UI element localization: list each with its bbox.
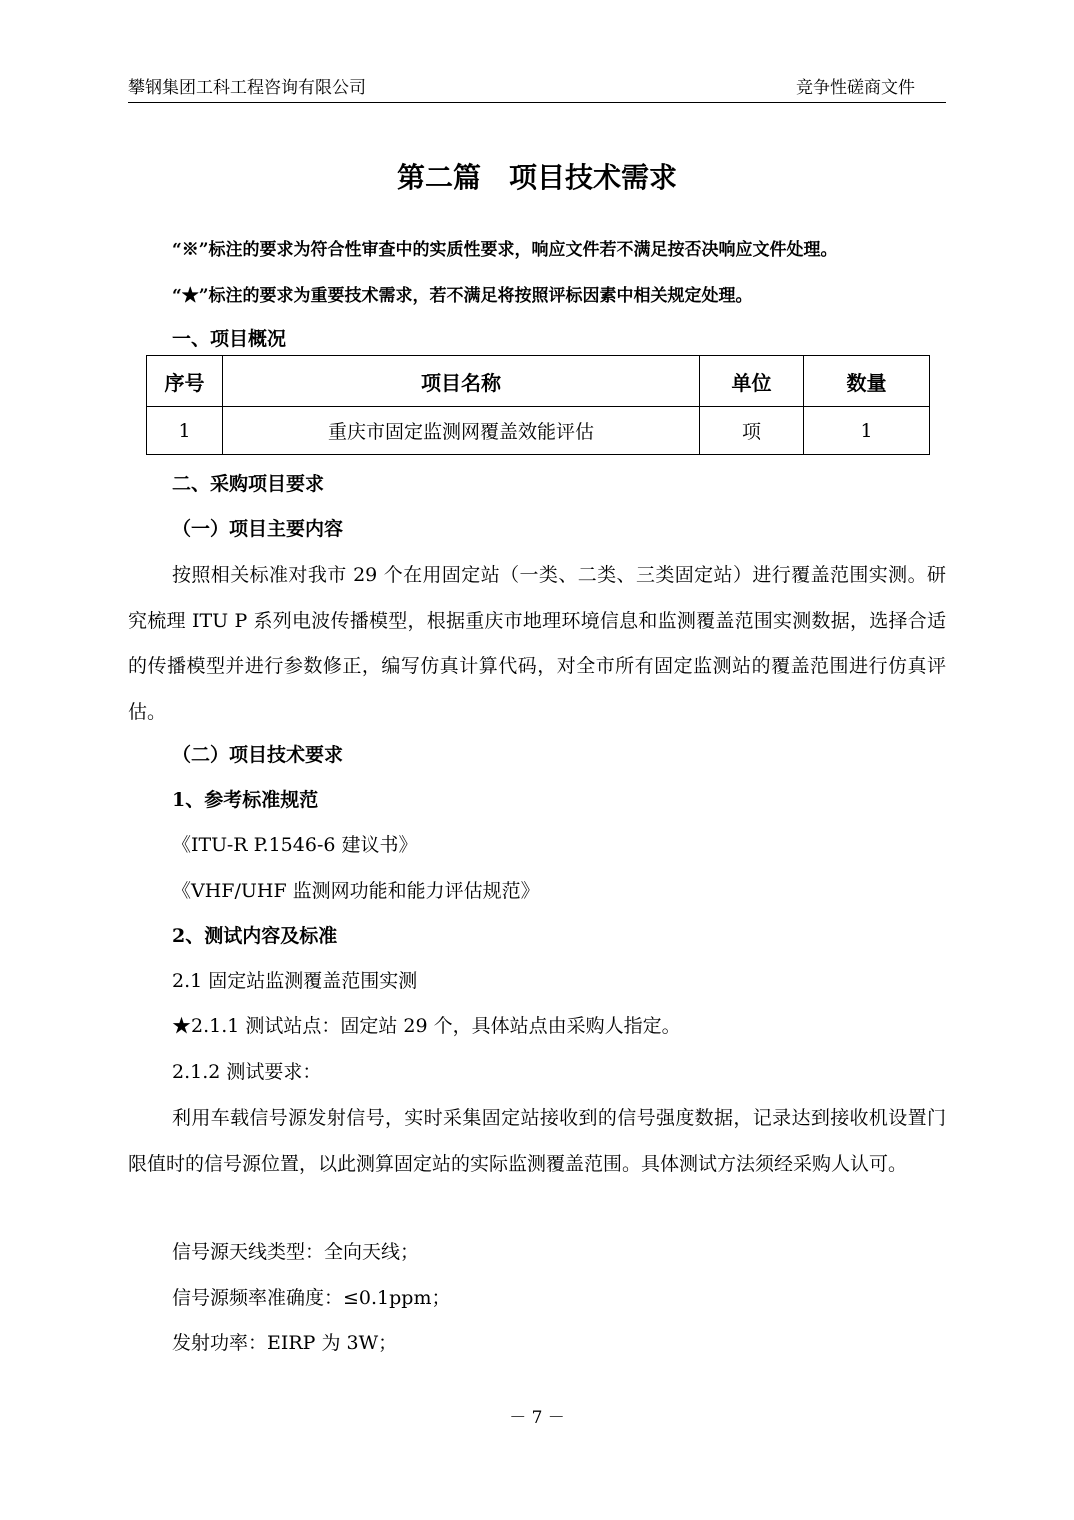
item-reference-standards: 1、参考标准规范 xyxy=(172,789,319,811)
cell-name: 重庆市固定监测网覆盖效能评估 xyxy=(223,407,700,455)
header-doc-type: 竞争性磋商文件 xyxy=(796,78,915,98)
section1-heading: 一、项目概况 xyxy=(172,328,287,350)
col-header-name: 项目名称 xyxy=(223,356,700,407)
overview-table xyxy=(146,355,930,455)
section-2-1-1: ★2.1.1 测试站点：固定站 29 个，具体站点由采购人指定。 xyxy=(172,1015,681,1037)
table-row xyxy=(147,407,930,455)
title-part: 第二篇 xyxy=(396,161,481,194)
standard-itu: 《ITU-R P.1546-6 建议书》 xyxy=(172,834,418,856)
cell-unit: 项 xyxy=(700,407,804,455)
col-header-qty: 数量 xyxy=(804,356,930,407)
page-title xyxy=(0,158,1074,198)
paragraph-test-requirements: 利用车载信号源发射信号，实时采集固定站接收到的信号强度数据，记录达到接收机设置门限值时的信号源位置，以此测算固定站的实际监测覆盖范围。具体测试方法须经采购人认可。 xyxy=(128,1107,946,1175)
cell-qty: 1 xyxy=(804,407,930,455)
section-2-1-2: 2.1.2 测试要求： xyxy=(172,1061,322,1083)
section2-heading: 二、采购项目要求 xyxy=(172,473,325,495)
item-test-content: 2、测试内容及标准 xyxy=(172,925,338,947)
section-2-1: 2.1 固定站监测覆盖范围实测 xyxy=(172,970,418,992)
table-header-row xyxy=(147,356,930,407)
spec-frequency-accuracy: 信号源频率准确度：≤0.1ppm； xyxy=(172,1287,451,1309)
cell-index: 1 xyxy=(147,407,223,455)
title-name: 项目技术需求 xyxy=(509,161,678,194)
standard-vhf-uhf: 《VHF/UHF 监测网功能和能力评估规范》 xyxy=(172,880,540,902)
sub-heading-tech-req: （二）项目技术要求 xyxy=(172,744,344,766)
header-rule xyxy=(128,102,946,103)
col-header-index: 序号 xyxy=(147,356,223,407)
spec-power: 发射功率：EIRP 为 3W； xyxy=(172,1332,398,1354)
col-header-unit: 单位 xyxy=(700,356,804,407)
spec-antenna: 信号源天线类型：全向天线； xyxy=(172,1241,420,1263)
note-mandatory: “※”标注的要求为符合性审查中的实质性要求，响应文件若不满足按否决响应文件处理。 xyxy=(172,240,838,260)
page-number: － 7 － xyxy=(509,1408,565,1428)
sub-heading-main-content: （一）项目主要内容 xyxy=(172,518,344,540)
paragraph-main-content: 按照相关标准对我市 29 个在用固定站（一类、二类、三类固定站）进行覆盖范围实测。研究梳理 ITU P 系列电波传播模型，根据重庆市地理环境信息和监测覆盖范围实测数据，选择合适的传播模型并进行参数修正，编写仿真计算代码，对全市所有固定监测站的覆盖范围进行仿真评估。 xyxy=(128,564,946,723)
note-important: “★”标注的要求为重要技术需求，若不满足将按照评标因素中相关规定处理。 xyxy=(172,286,753,306)
header-company: 攀钢集团工科工程咨询有限公司 xyxy=(128,78,366,98)
